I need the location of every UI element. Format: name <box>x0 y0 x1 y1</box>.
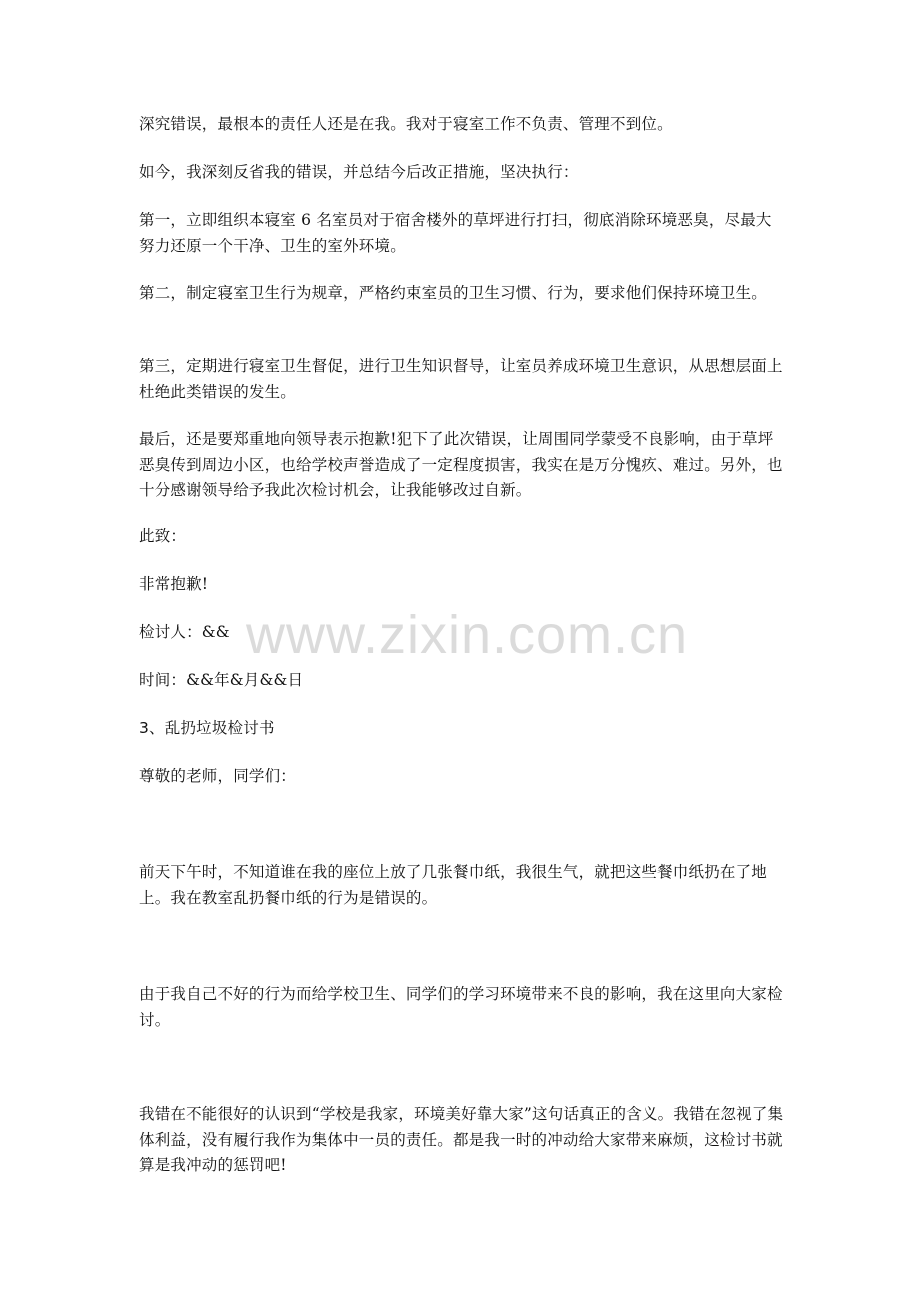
paragraph-date: 时间：&&年&月&&日 <box>139 671 304 689</box>
paragraph-apology: 最后，还是要郑重地向领导表示抱歉!犯下了此次错误，让周围同学蒙受不良影响，由于草坪恶臭传到周边小区，也给学校声誉造成了一定程度损害，我实在是万分愧疚、难过。另外，也十分感谢领导给予我此次检讨机会，让我能够改过自新。 <box>139 430 783 499</box>
paragraph-sorry: 非常抱歉! <box>139 575 209 593</box>
watermark: www.zixin.com.cn <box>245 605 689 665</box>
paragraph-impact: 由于我自己不好的行为而给学校卫生、同学们的学习环境带来不良的影响，我在这里向大家检讨。 <box>139 985 783 1029</box>
paragraph-measure-one: 第一，立即组织本寝室 6 名室员对于宿舍楼外的草坪进行打扫，彻底消除环境恶臭，尽最大努力还原一个干净、卫生的室外环境。 <box>139 211 772 255</box>
paragraph-salutation-close: 此致： <box>139 527 187 545</box>
paragraph-reflection: 如今，我深刻反省我的错误，并总结今后改正措施，坚决执行： <box>139 163 579 181</box>
paragraph-incident: 前天下午时，不知道谁在我的座位上放了几张餐巾纸，我很生气，就把这些餐巾纸扔在了地上。我在教室乱扔餐巾纸的行为是错误的。 <box>139 863 768 907</box>
paragraph-greeting: 尊敬的老师，同学们： <box>139 767 297 785</box>
paragraph-responsibility: 深究错误，最根本的责任人还是在我。我对于寝室工作不负责、管理不到位。 <box>139 115 673 133</box>
paragraph-measure-three: 第三，定期进行寝室卫生督促，进行卫生知识督导，让室员养成环境卫生意识，从思想层面上杜绝此类错误的发生。 <box>139 357 783 401</box>
section-heading: 3、乱扔垃圾检讨书 <box>139 719 275 737</box>
paragraph-measure-two: 第二，制定寝室卫生行为规章，严格约束室员的卫生习惯、行为，要求他们保持环境卫生。 <box>139 284 768 302</box>
paragraph-realization: 我错在不能很好的认识到“学校是我家，环境美好靠大家”这句话真正的含义。我错在忽视了集体利益，没有履行我作为集体中一员的责任。都是我一时的冲动给大家带来麻烦，这检讨书就算是我冲动的惩罚吧! <box>139 1105 784 1174</box>
paragraph-signer: 检讨人：&& <box>139 623 230 641</box>
